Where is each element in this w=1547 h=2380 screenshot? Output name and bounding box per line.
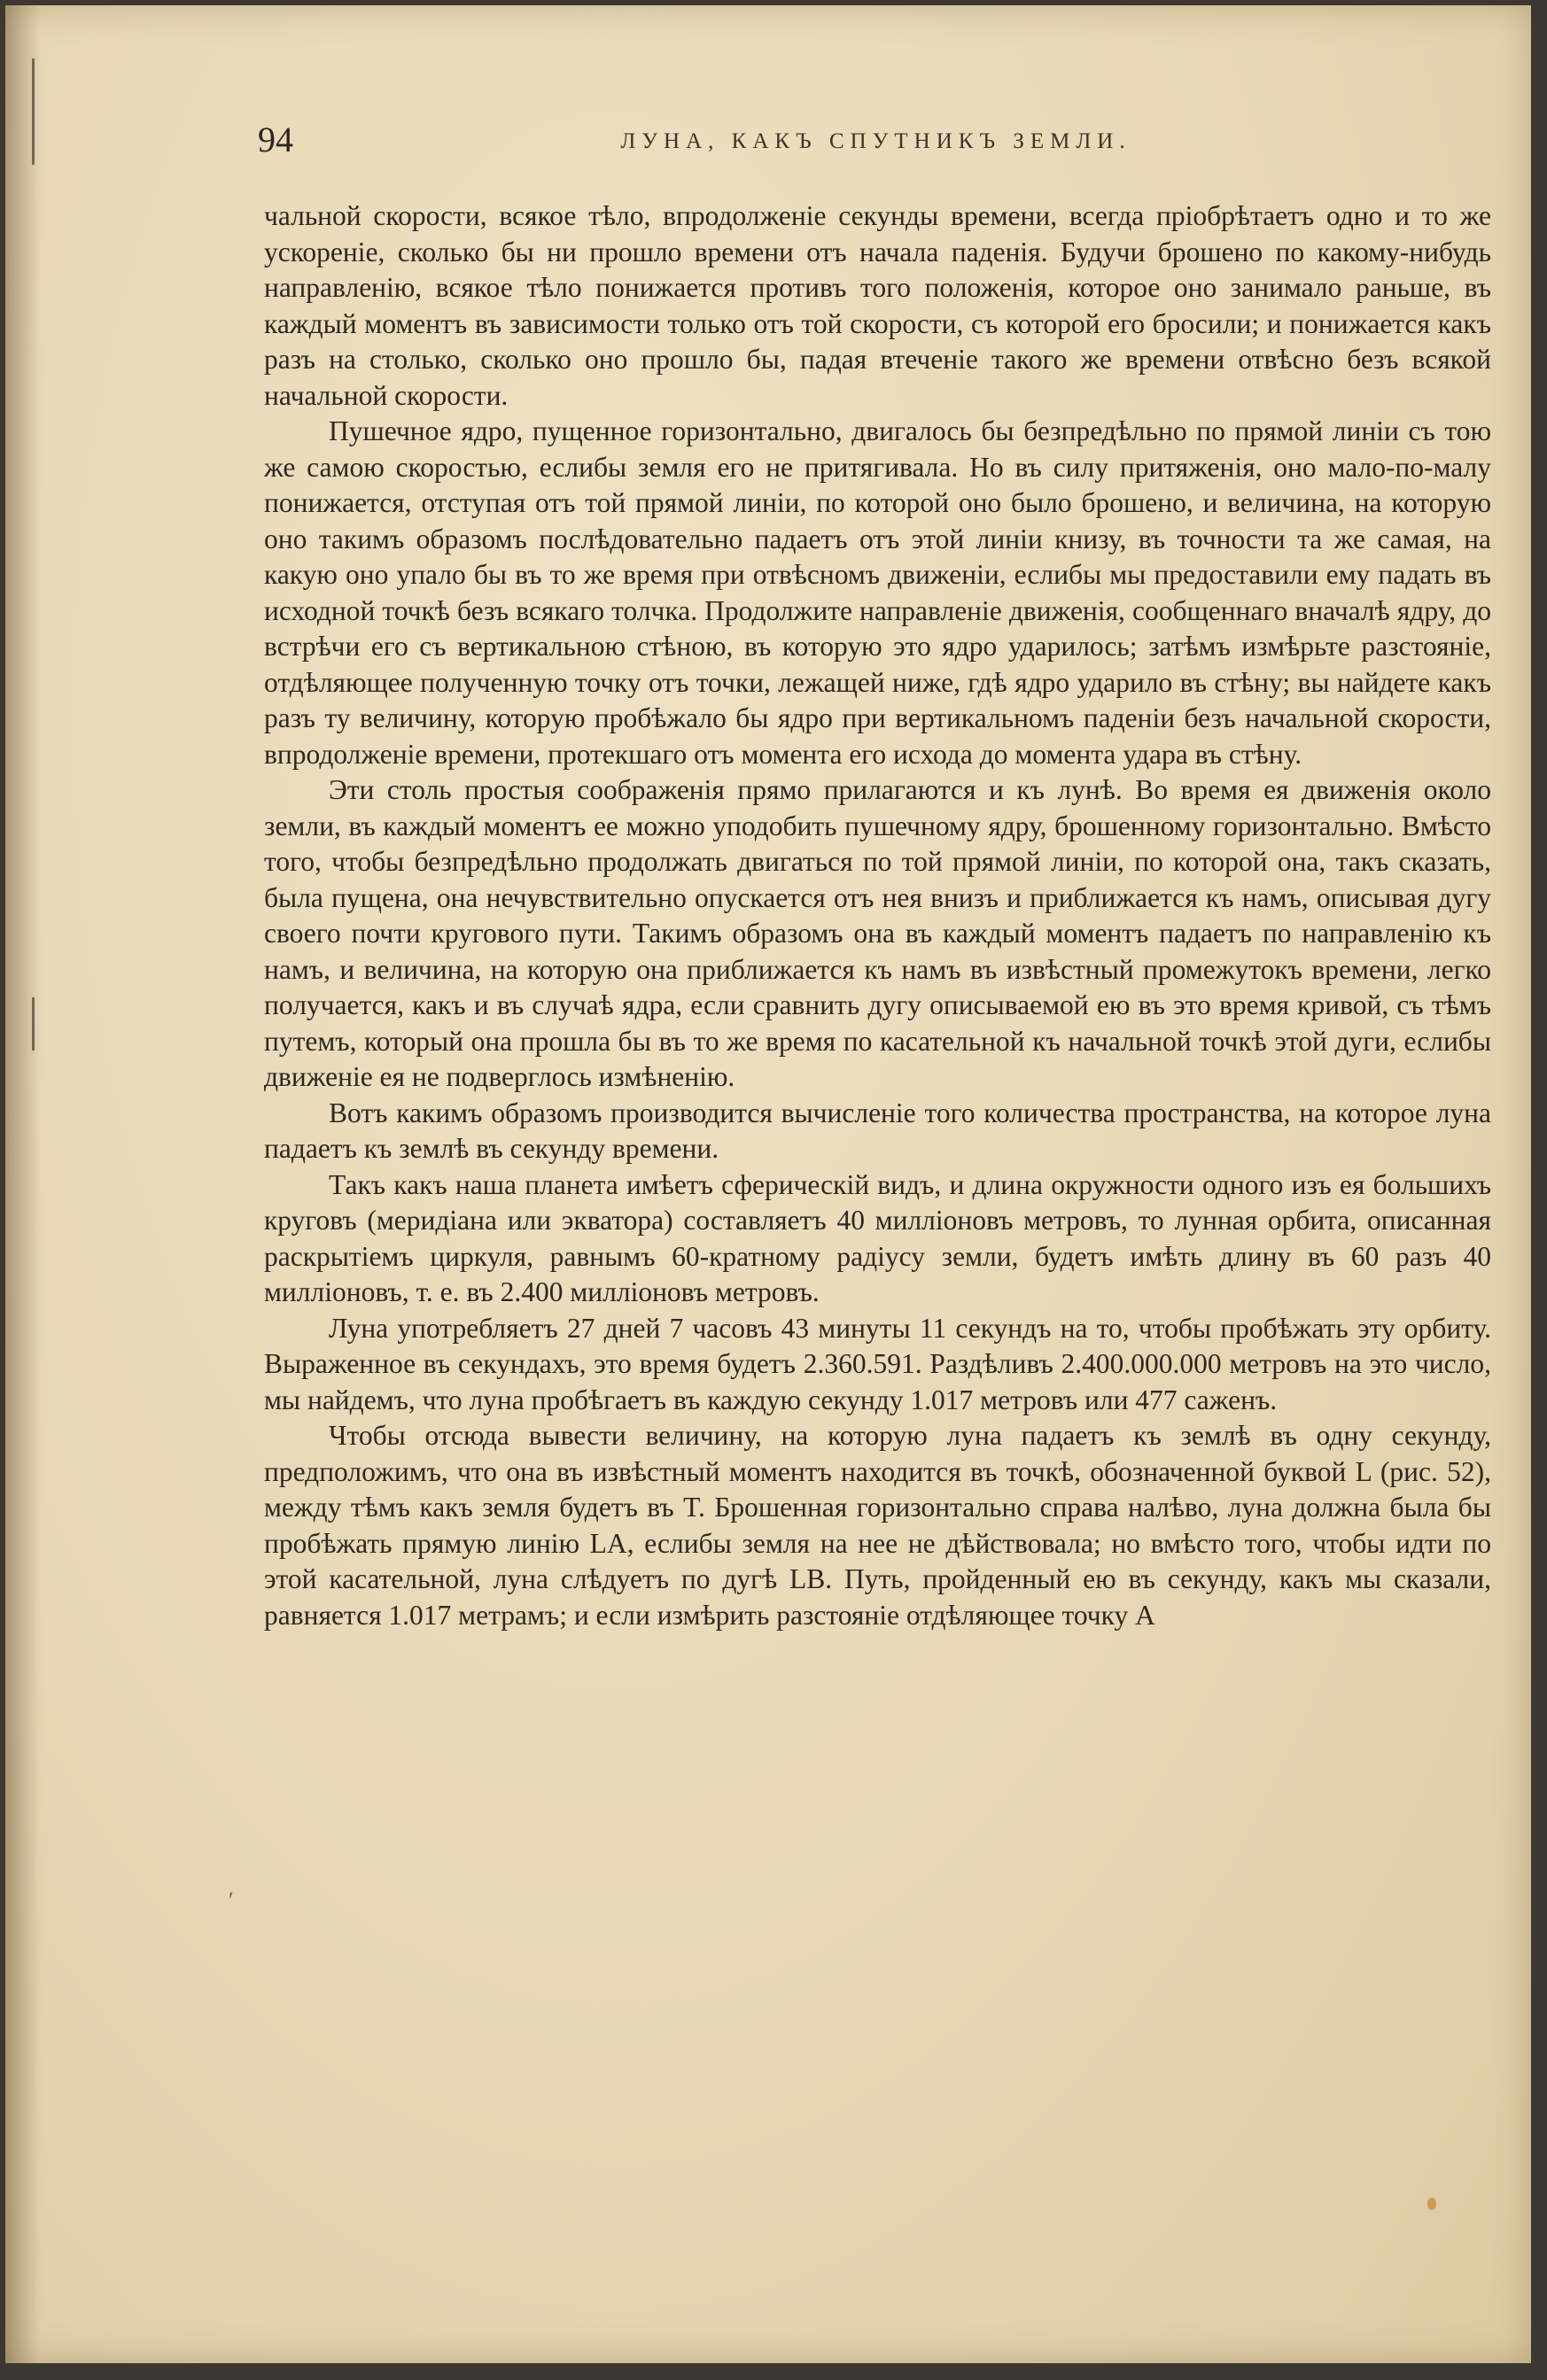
page-number: 94 [258, 120, 293, 159]
edge-rule [32, 58, 35, 165]
paragraph: Эти столь простыя соображенія прямо прилагаются и къ лунѣ. Во время ея движенія около земли, въ каждый моментъ ее можно уподобить пушечному ядру, брошенному горизонтально. Вмѣсто того, чтобы безпредѣльно продолжать двигаться по той прямой линіи, по которой она, такъ сказать, была пущена, она нечувствительно опускается отъ нея внизъ и приближается къ намъ, описывая дугу своего почти кругового пути. Такимъ образомъ она въ каждый моментъ падаетъ по направленію къ намъ, и величина, на которую она приближается къ намъ въ извѣстный промежутокъ времени, легко получается, какъ и въ случаѣ ядра, если сравнить дугу описываемой ею въ это время кривой, съ тѣмъ путемъ, который она прошла бы въ то же время по касательной къ начальной точкѣ этой дуги, еслибы движеніе ея не подверглось измѣненію. [264, 774, 1491, 1092]
book-page [5, 5, 1531, 2363]
body-text [264, 198, 1491, 1633]
paragraph: Вотъ какимъ образомъ производится вычисленіе того количества пространства, на которое луна падаетъ къ землѣ въ секунду времени. [264, 1097, 1491, 1164]
edge-rule [32, 997, 35, 1050]
paragraph: Луна употребляетъ 27 дней 7 часовъ 43 минуты 11 секундъ на то, чтобы пробѣжать эту орбиту. Выраженное въ секундахъ, это время будетъ 2.360.591. Раздѣливъ 2.400.000.000 метровъ на это число, мы найдемъ, что луна пробѣгаетъ въ каждую секунду 1.017 метровъ или 477 саженъ. [264, 1312, 1491, 1415]
paragraph: чальной скорости, всякое тѣло, впродолженіе секунды времени, всегда пріобрѣтаетъ одно и то же ускореніе, сколько бы ни прошло времени отъ начала паденія. Будучи брошено по какому-нибудь направленію, всякое тѣло понижается противъ того положенія, которое оно занимало раньше, въ каждый моментъ въ зависимости только отъ той скорости, съ которой его бросили; и понижается какъ разъ на столько, сколько оно прошло бы, падая втеченіе такого же времени отвѣсно безъ всякой начальной скорости. [264, 200, 1491, 411]
paragraph: Пушечное ядро, пущенное горизонтально, двигалось бы безпредѣльно по прямой линіи съ тою же самою скоростью, еслибы земля его не притягивала. Но въ силу притяженія, оно мало-по-малу понижается, отступая отъ той прямой линіи, по которой оно было брошено, и величина, на которую оно такимъ образомъ послѣдовательно падаетъ отъ этой линіи книзу, въ точности та же самая, на какую оно упало бы въ то же время при отвѣсномъ движеніи, еслибы мы предоставили ему падать въ исходной точкѣ безъ всякаго толчка. Продолжите направленіе движенія, сообщеннаго вначалѣ ядру, до встрѣчи его съ вертикальною стѣною, въ которую это ядро ударилось; затѣмъ измѣрьте разстояніе, отдѣляющее полученную точку отъ точки, лежащей ниже, гдѣ ядро ударило въ стѣну; вы найдете какъ разъ ту величину, которую пробѣжало бы ядро при вертикальномъ паденіи безъ начальной скорости, впродолженіе времени, протекшаго отъ момента его исхода до момента удара въ стѣну. [264, 415, 1491, 770]
running-title: ЛУНА, КАКЪ СПУТНИКЪ ЗЕМЛИ. [620, 129, 1131, 153]
paragraph: Чтобы отсюда вывести величину, на которую луна падаетъ къ землѣ въ одну секунду, предположимъ, что она въ извѣстный моментъ находится въ точкѣ, обозначенной буквой L (рис. 52), между тѣмъ какъ земля будетъ въ T. Брошенная горизонтально справа налѣво, луна должна была бы пробѣжать прямую линію LA, еслибы земля на нее не дѣйствовала; но вмѣсто того, чтобы идти по этой касательной, луна слѣдуетъ по дугѣ LB. Путь, пройденный ею въ секунду, какъ мы сказали, равняется 1.017 метрамъ; и если измѣрить разстояніе отдѣляющее точку A [264, 1420, 1491, 1631]
page-header [258, 119, 1494, 163]
paragraph: Такъ какъ наша планета имѣетъ сферическій видъ, и длина окружности одного изъ ея большихъ круговъ (меридіана или экватора) составляетъ 40 милліоновъ метровъ, то лунная орбита, описанная раскрытіемъ циркуля, равнымъ 60-кратному радіусу земли, будетъ имѣть длину въ 60 разъ 40 милліоновъ, т. е. въ 2.400 милліоновъ метровъ. [264, 1168, 1491, 1307]
page-gutter-shadow [5, 5, 41, 2363]
paper-stain [1427, 2198, 1436, 2210]
margin-mark: ′ [229, 1888, 234, 1913]
